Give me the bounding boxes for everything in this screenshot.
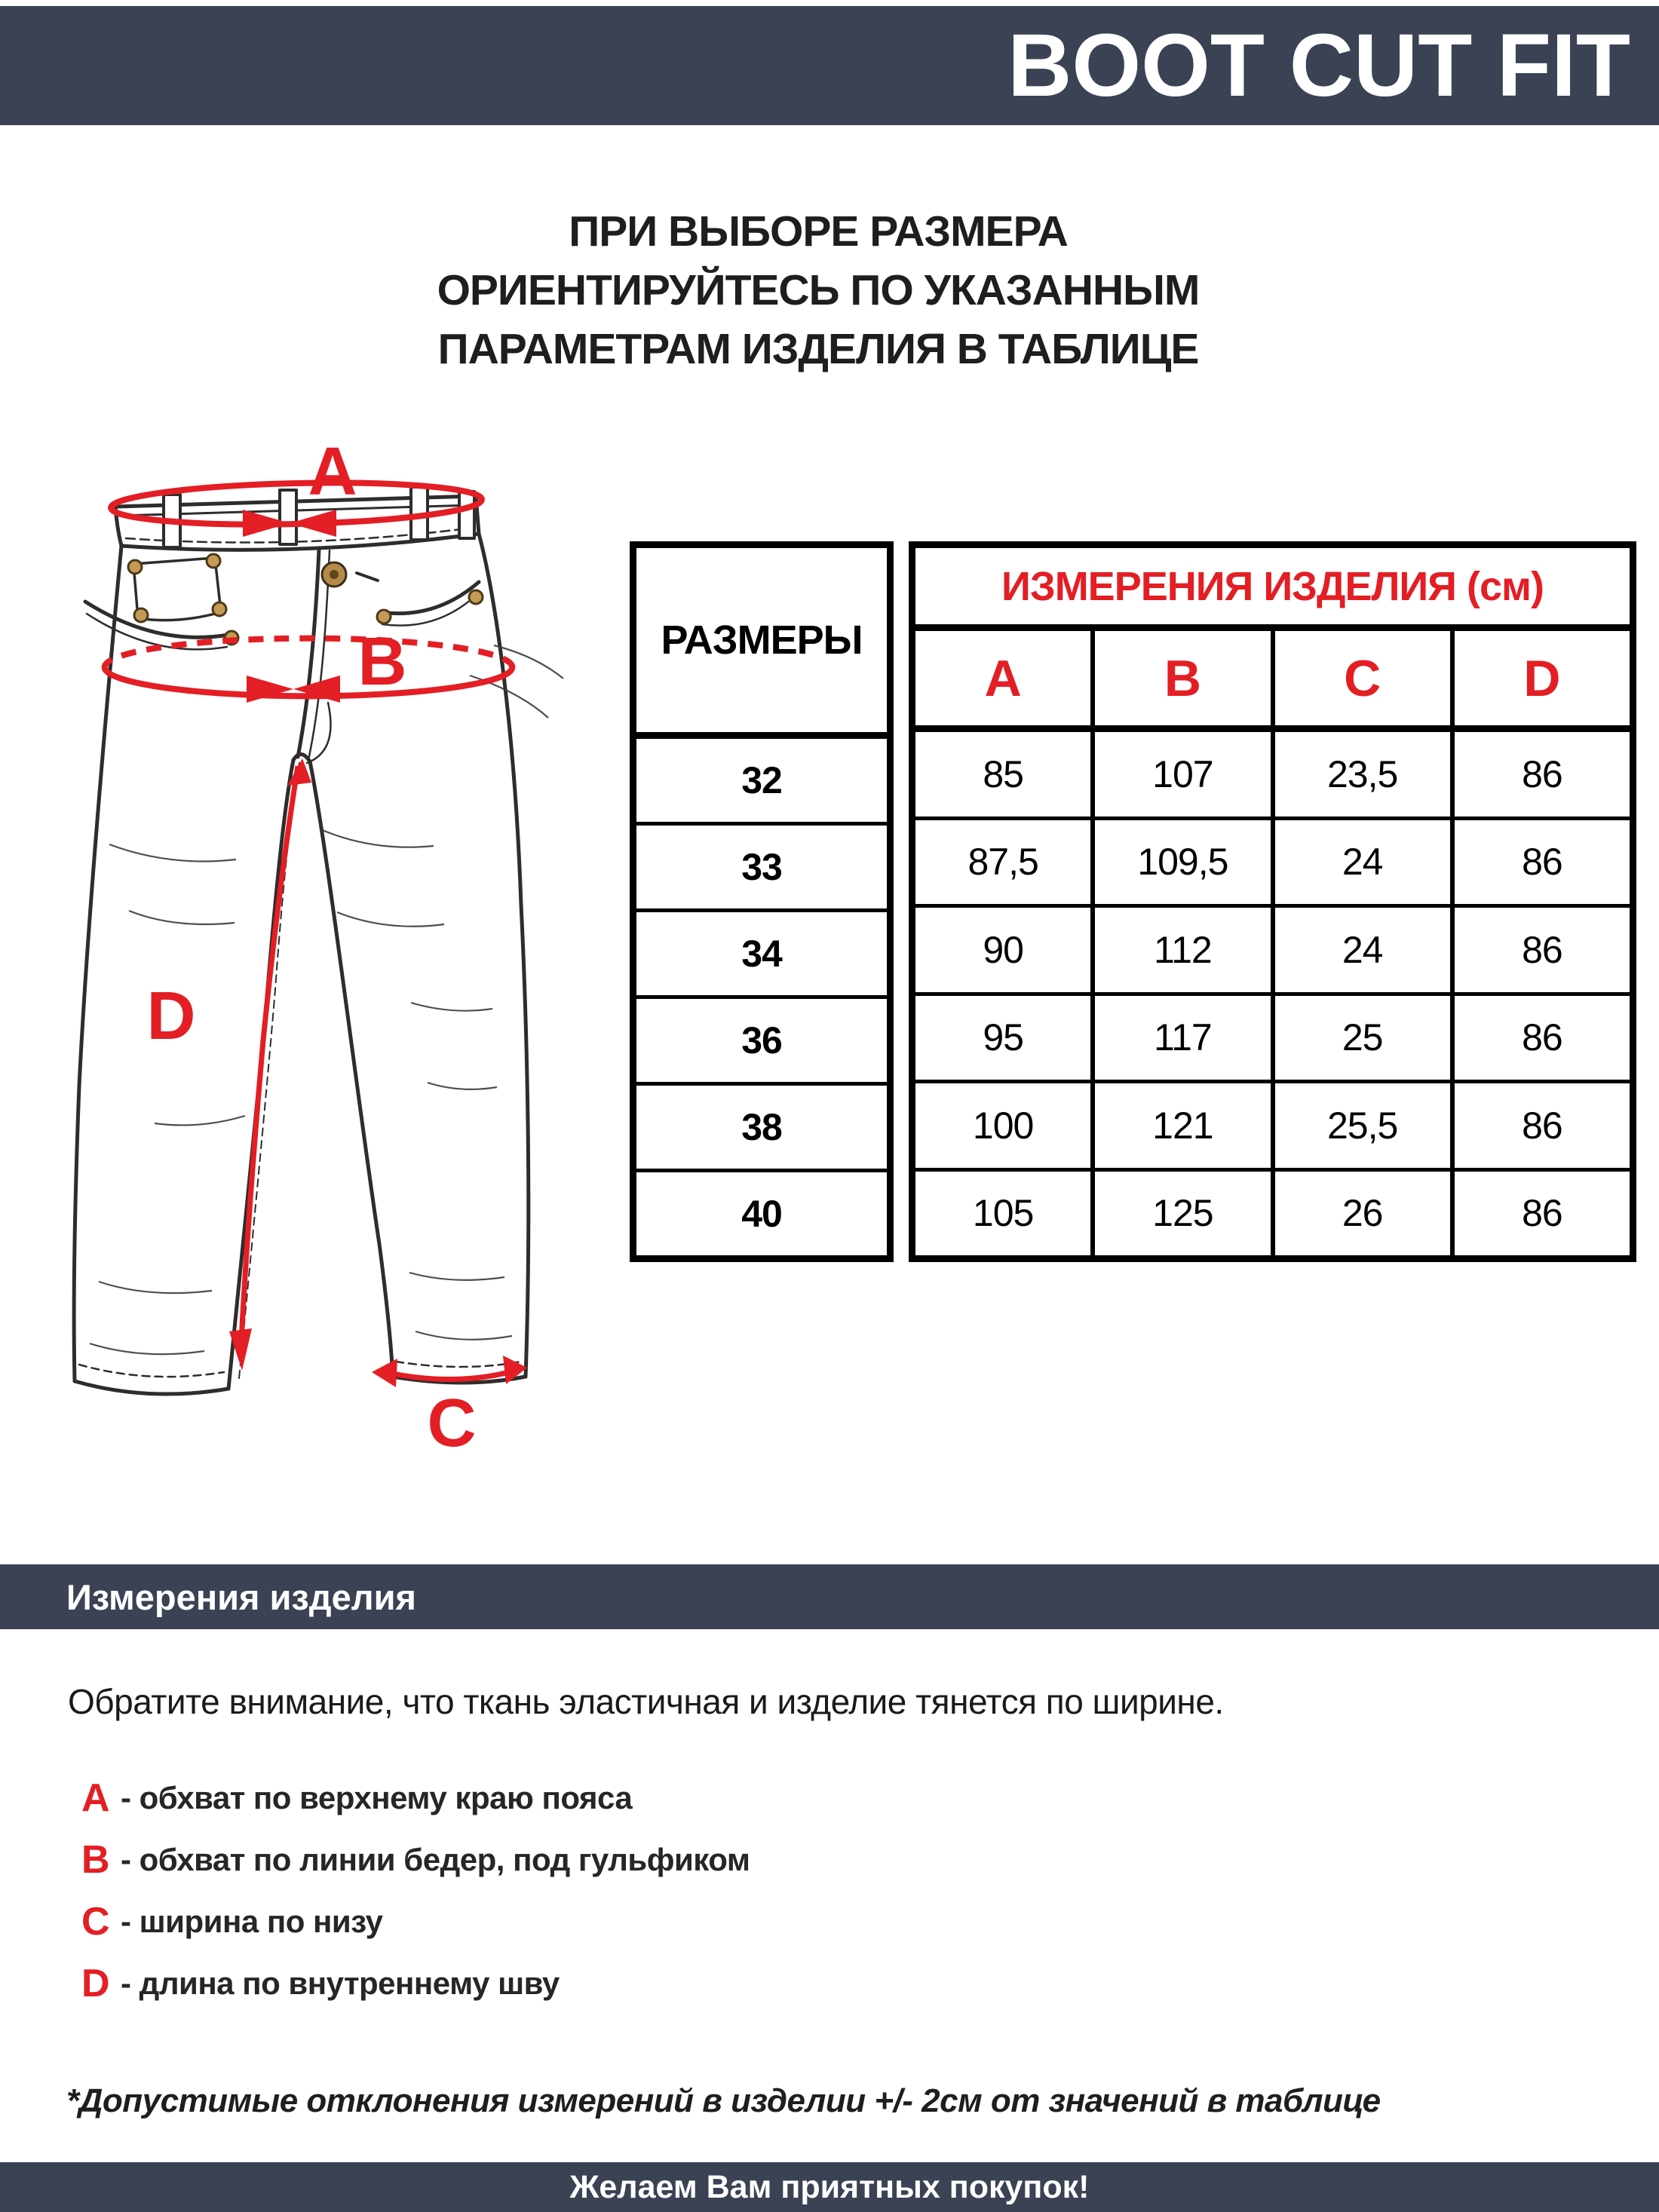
table-row [915, 732, 1630, 816]
size-cell: 38 [636, 1082, 887, 1169]
legend-item [81, 1953, 750, 2014]
measure-c-label: C [427, 1386, 477, 1461]
sizes-body [636, 739, 887, 1255]
measure-c-line [385, 1371, 515, 1380]
table-row [915, 904, 1630, 992]
size-cell: 33 [636, 822, 887, 908]
intro-line: ПРИ ВЫБОРЕ РАЗМЕРА [569, 207, 1068, 256]
value-cell: 86 [1450, 820, 1630, 905]
elasticity-note: Обратите внимание, что ткань эластичная и изделие тянется по ширине. [68, 1682, 1224, 1721]
tolerance-footnote: *Допустимые отклонения измерений в изделии +/- 2см от значений в таблице [66, 2082, 1381, 2119]
value-cell: 25 [1271, 996, 1450, 1080]
measurements-columns [915, 631, 1630, 732]
measure-b-ellipse-dashed [105, 639, 511, 671]
value-cell: 86 [1450, 1083, 1630, 1168]
legend-text: - обхват по линии бедер, под гульфиком [121, 1842, 750, 1877]
measure-d-label: D [146, 979, 196, 1054]
table-row [915, 1080, 1630, 1168]
jeans-outline [74, 487, 529, 1394]
measurements-body [915, 732, 1630, 1255]
value-cell: 117 [1090, 996, 1270, 1080]
measurement-legend [81, 1767, 750, 2014]
value-cell: 87,5 [967, 841, 1038, 884]
column-header-c: C [1271, 631, 1450, 725]
legend-item [81, 1891, 750, 1953]
legend-item [81, 1829, 750, 1891]
measure-a-label: A [308, 434, 357, 510]
value-cell: 112 [1090, 908, 1270, 992]
intro-line: ПАРАМЕТРАМ ИЗДЕЛИЯ В ТАБЛИЦЕ [437, 325, 1199, 373]
legend-letter: C [81, 1900, 110, 1944]
header-bar [0, 6, 1659, 125]
value-cell: 125 [1090, 1172, 1270, 1256]
page-title: BOOT CUT FIT [1007, 16, 1630, 115]
legend-letter: A [81, 1776, 110, 1820]
legend-text: - ширина по низу [121, 1904, 383, 1939]
column-header-b: B [1090, 631, 1270, 725]
legend-item [81, 1767, 750, 1829]
value-cell: 121 [1090, 1083, 1270, 1168]
section-bar-label: Измерения изделия [66, 1576, 416, 1617]
value-cell: 109,5 [1090, 820, 1270, 905]
sizes-header: РАЗМЕРЫ [636, 548, 887, 739]
footer-bar [0, 2162, 1659, 2212]
value-cell: 85 [983, 752, 1023, 795]
legend-letter: B [81, 1838, 110, 1882]
value-cell: 23,5 [1271, 732, 1450, 816]
sizes-table [630, 541, 894, 1262]
measurements-title: ИЗМЕРЕНИЯ ИЗДЕЛИЯ (см) [915, 548, 1630, 631]
size-cell: 32 [741, 759, 782, 801]
measure-d-line [241, 766, 298, 1354]
jeans-diagram [57, 422, 615, 1463]
table-row [915, 816, 1630, 905]
rivets-and-button [128, 554, 483, 645]
measurements-table [909, 541, 1636, 1262]
size-cell: 34 [636, 908, 887, 995]
table-row [915, 992, 1630, 1080]
table-row [915, 1168, 1630, 1256]
value-cell: 86 [1450, 996, 1630, 1080]
value-cell: 86 [1450, 732, 1630, 816]
value-cell: 24 [1271, 820, 1450, 905]
size-cell: 40 [636, 1169, 887, 1255]
legend-text: - длина по внутреннему шву [121, 1965, 560, 2001]
value-cell: 86 [1450, 1172, 1630, 1256]
legend-letter: D [81, 1962, 110, 2005]
value-cell: 86 [1450, 908, 1630, 992]
value-cell: 100 [972, 1104, 1034, 1147]
intro-heading [0, 202, 1636, 378]
legend-text: - обхват по верхнему краю пояса [121, 1780, 633, 1815]
column-header-a: A [984, 649, 1022, 707]
footer-label: Желаем Вам приятных покупок! [569, 2168, 1090, 2205]
value-cell: 25,5 [1271, 1083, 1450, 1168]
value-cell: 26 [1271, 1172, 1450, 1256]
column-header-d: D [1450, 631, 1630, 725]
value-cell: 105 [972, 1192, 1034, 1235]
measure-b-label: B [357, 624, 407, 700]
value-cell: 107 [1090, 732, 1270, 816]
measurements-section-bar [0, 1564, 1659, 1629]
value-cell: 95 [983, 1016, 1023, 1059]
value-cell: 90 [983, 928, 1023, 971]
value-cell: 24 [1271, 908, 1450, 992]
intro-line: ОРИЕНТИРУЙТЕСЬ ПО УКАЗАННЫМ [437, 266, 1200, 314]
size-cell: 36 [636, 995, 887, 1082]
